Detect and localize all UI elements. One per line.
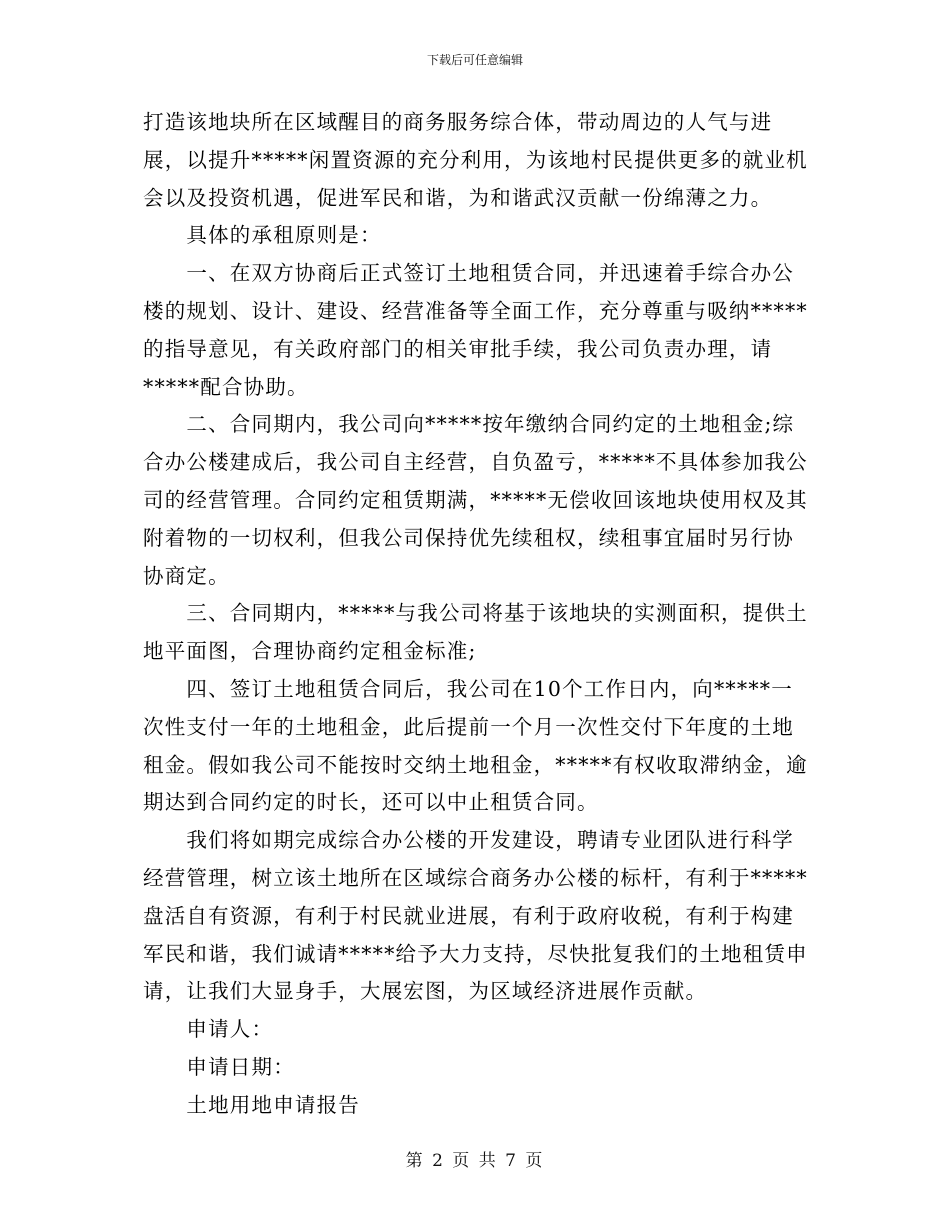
document-body (143, 104, 808, 1125)
page-number-footer: 第 2 页 共 7 页 (405, 1151, 545, 1171)
paragraph-principle-3: 三、合同期内，*****与我公司将基于该地块的实测面积，提供土地平面图，合理协商约定租金标准; (143, 601, 808, 664)
paragraph-closing: 我们将如期完成综合办公楼的开发建设，聘请专业团队进行科学经营管理，树立该土地所在区域综合商务办公楼的标杆，有利于*****盘活自有资源，有利于村民就业进展，有利于政府收税，有利于构建军民和谐，我们诚请*****给予大力支持，尽快批复我们的土地租赁申请，让我们大显身手，大展宏图，为区域经济进展作贡献。 (143, 828, 808, 1004)
applicant-line: 申请人： (143, 1017, 274, 1042)
next-section-title: 土地用地申请报告 (143, 1092, 360, 1117)
application-date-line: 申请日期： (143, 1054, 295, 1079)
paragraph-principles-heading: 具体的承租原则是： (143, 223, 382, 248)
paragraph-principle-4: 四、签订土地租赁合同后，我公司在10个工作日内，向*****一次性支付一年的土地租金，此后提前一个月一次性交付下年度的土地租金。假如我公司不能按时交纳土地租金，*****有权收取滞纳金，逾期达到合同约定的时长，还可以中止租赁合同。 (143, 676, 808, 815)
paragraph-intro: 打造该地块所在区域醒目的商务服务综合体，带动周边的人气与进展，以提升*****闲置资源的充分利用，为该地村民提供更多的就业机会以及投资机遇，促进军民和谐，为和谐武汉贡献一份绵薄之力。 (143, 110, 808, 210)
paragraph-principle-2: 二、合同期内，我公司向*****按年缴纳合同约定的土地租金;综合办公楼建成后，我公司自主经营，自负盈亏，*****不具体参加我公司的经营管理。合同约定租赁期满，*****无偿收回该地块使用权及其附着物的一切权利，但我公司保持优先续租权，续租事宜届时另行协协商定。 (143, 412, 808, 588)
header-note: 下载后可任意编辑 (426, 53, 523, 67)
paragraph-principle-1: 一、在双方协商后正式签订土地租赁合同，并迅速着手综合办公楼的规划、设计、建设、经营准备等全面工作，充分尊重与吸纳*****的指导意见，有关政府部门的相关审批手续，我公司负责办理，请*****配合协助。 (143, 261, 808, 399)
